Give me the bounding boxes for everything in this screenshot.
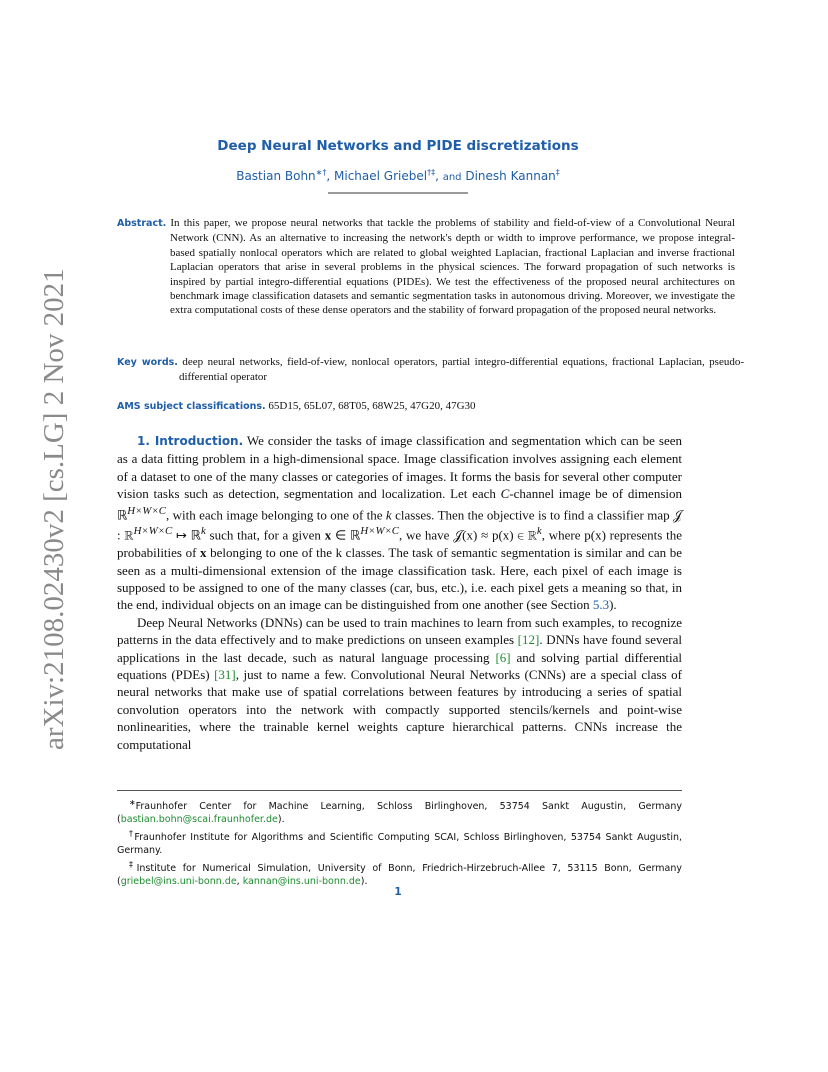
text-run: , we have 𝒥(x) ≈ p(x) ∈ ℝ: [399, 527, 537, 543]
ams-label: AMS subject classifications.: [117, 401, 266, 412]
text-run: classes. Then the objective is to find a classifier map 𝒥 : ℝ: [117, 506, 682, 543]
math-sup: H×W×C: [360, 525, 399, 538]
email-link[interactable]: kannan@ins.uni-bonn.de: [242, 875, 361, 887]
section-ref-link[interactable]: 5.3: [592, 597, 610, 613]
footnote-text: Institute for Numerical Simulation, University of Bonn, Friedrich-Hirzebruch-Allee 7, 53115 Bonn, Germany (: [117, 862, 682, 887]
math-sup: H×W×C: [127, 504, 166, 517]
section-heading: 1. Introduction.: [137, 434, 244, 448]
text-run: . DNNs have found several applications in the last decade, such as natural language processing: [117, 632, 682, 665]
arxiv-identifier[interactable]: arXiv:2108.02430v2 [cs.LG] 2 Nov 2021: [38, 268, 70, 750]
text-run: belonging to one of the k classes. The task of semantic segmentation is similar and can be seen as a multi-dimensional extension of the image classification task. Here, each pixel of each image is supposed to be assigned to one of the many classes (car, bus, etc.), i.e. each pixel gets a meaning so that, in the end, individual objects on an image can be distinguished from one another (see Section: [117, 545, 682, 613]
footnote-2: [117, 827, 682, 858]
text-run: and solving partial differential equations (PDEs): [117, 649, 682, 682]
email-link[interactable]: bastian.bohn@scai.fraunhofer.de: [120, 814, 278, 826]
citation-link[interactable]: [31]: [214, 666, 236, 682]
intro-paragraph-1: [117, 432, 682, 614]
author-affil-mark: ∗†: [315, 168, 327, 177]
footnotes: [117, 796, 682, 888]
text-run: ↦ ℝ: [172, 527, 201, 543]
footnote-text: Fraunhofer Center for Machine Learning, Schloss Birlinghoven, 53754 Sankt Augustin, Germany (: [117, 801, 682, 826]
footnote-text: Fraunhofer Institute for Algorithms and Scientific Computing SCAI, Schloss Birlinghoven, 53754 Sankt Augustin, Germany.: [117, 831, 683, 857]
footnote-mark: ‡: [129, 859, 137, 869]
footnote-3: [117, 858, 682, 889]
keywords: [117, 355, 744, 385]
footnote-1: [117, 796, 682, 827]
author-and: and: [442, 172, 462, 183]
citation-link[interactable]: [12]: [517, 632, 540, 648]
citation-link[interactable]: [6]: [495, 649, 511, 665]
author-name: Bastian Bohn: [236, 169, 316, 183]
paper-title: Deep Neural Networks and PIDE discretizations: [217, 138, 579, 154]
footnote-mark: †: [129, 828, 135, 838]
text-run: , just to name a few. Convolutional Neural Networks (CNNs) are a special class of neural networks that make use of spatial correlations between features by introducing a series of spatial convolution operators into the network with compactly supported stencils/kernels and point-wise nonlinearities, where the trainable kernel weights capture hierarchical patterns. CNNs increase the computational: [117, 666, 682, 752]
text-run: Deep Neural Networks (DNNs) can be used to train machines to learn from such examples, to recognize patterns in the data effectively and to make predictions on unseen examples: [117, 614, 682, 648]
author-affil-mark: ‡: [555, 168, 560, 177]
text-run: such that, for a given: [205, 527, 325, 543]
footnote-text: ).: [360, 875, 368, 887]
math-var: C: [500, 486, 510, 502]
ams-classification: [117, 399, 682, 414]
math-bold: x: [324, 527, 332, 543]
text-run: We consider the tasks of image classification and segmentation which can be seen as a data fitting problem in a high-dimensional space. Image classification involves assigning each element of a dataset to one of the many classes or categories of images. It forms the basis for several other computer vision tasks such as detection, segmentation and localization. Let each: [117, 433, 683, 502]
math-bold: x: [200, 545, 207, 561]
math-sup: k: [536, 525, 542, 538]
ams-text: 65D15, 65L07, 68T05, 68W25, 47G20, 47G30: [268, 400, 476, 412]
text-run: , where p(x) represents the probabilities of: [117, 527, 682, 561]
footnote-rule: [117, 790, 682, 791]
text-run: ∈ ℝ: [331, 527, 361, 543]
text-run: -channel image be of dimension ℝ: [117, 486, 682, 522]
author-affil-mark: †‡: [427, 168, 436, 177]
author-name: Dinesh Kannan: [465, 169, 556, 183]
text-run: ).: [609, 597, 617, 613]
abstract-text: In this paper, we propose neural networks that tackle the problems of stability and field-of-view of a Convolutional Neural Network (CNN). As an alternative to increasing the network's depth or width to improve performance, we propose integral-based spatially nonlocal operators which are related to global weighted Laplacian, fractional Laplacian and inverse fractional Laplacian operators that arise in several problems in the physical sciences. The forward propagation of such networks is inspired by partial integro-differential equations (PIDEs). We test the effectiveness of the proposed neural architectures on benchmark image classification datasets and semantic segmentation tasks in autonomous driving. Moreover, we investigate the extra computational costs of these dense operators and the stability of forward propagation of the proposed neural networks.: [170, 217, 735, 317]
email-link[interactable]: griebel@ins.uni-bonn.de: [120, 875, 237, 887]
text-run: , with each image belonging to one of the: [165, 506, 386, 522]
author-name: Michael Griebel: [334, 169, 428, 183]
abstract: [117, 216, 735, 318]
abstract-label: Abstract.: [117, 218, 167, 229]
author-list: Bastian Bohn∗†, Michael Griebel†‡, and Dinesh Kannan‡: [236, 168, 560, 183]
math-sup: k: [200, 525, 206, 538]
introduction-section: [117, 432, 682, 753]
footnote-text: ).: [277, 814, 285, 826]
intro-paragraph-2: [117, 614, 682, 753]
math-sup: H×W×C: [133, 525, 173, 538]
footnote-mark: ∗: [129, 798, 136, 807]
keywords-text: deep neural networks, field-of-view, nonlocal operators, partial integro-differential equations, fractional Laplacian, pseudo-differential operator: [179, 356, 744, 384]
keywords-label: Key words.: [117, 357, 178, 368]
title-rule: [328, 192, 468, 194]
math-var: k: [385, 506, 392, 522]
footnote-text: ,: [236, 875, 243, 887]
page-number: 1: [394, 886, 402, 898]
